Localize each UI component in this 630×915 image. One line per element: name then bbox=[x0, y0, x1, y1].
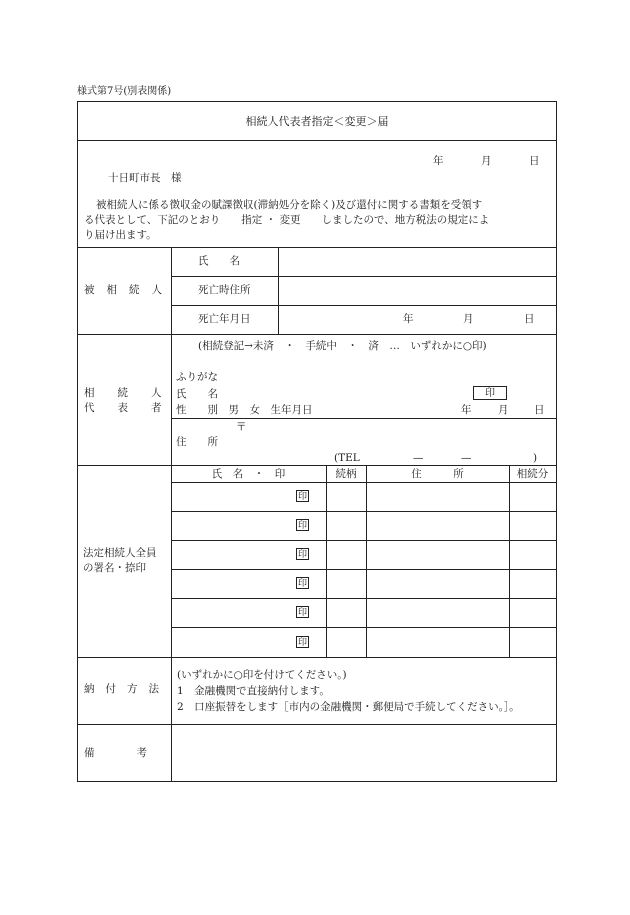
tel-open: (TEL bbox=[334, 452, 360, 464]
notification-form bbox=[77, 101, 557, 782]
date-month-label: 月 bbox=[481, 155, 492, 167]
form-number: 様式第7号(別表関係) bbox=[77, 86, 172, 97]
rule bbox=[326, 465, 327, 657]
death-year-label: 年 bbox=[403, 313, 414, 325]
heir-seal-mark: 印 bbox=[297, 492, 307, 502]
rule bbox=[78, 334, 556, 335]
rule bbox=[171, 540, 556, 541]
registration-status: (相続登記→未済 ・ 手続中 ・ 済 … いずれかに○印) bbox=[198, 340, 487, 352]
representative-header-1: 相続人 bbox=[84, 387, 185, 399]
heir-seal-mark: 印 bbox=[297, 579, 307, 589]
tel-close: ) bbox=[533, 452, 538, 464]
payment-header: 納付方法 bbox=[84, 683, 170, 695]
heirs-col-address: 住 所 bbox=[411, 468, 464, 480]
date-year-label: 年 bbox=[433, 155, 444, 167]
rule bbox=[278, 247, 279, 334]
decedent-death-date-label: 死亡年月日 bbox=[198, 313, 251, 325]
date-day-label: 日 bbox=[529, 155, 540, 167]
rule bbox=[366, 465, 367, 657]
heirs-col-name: 氏 名 ・ 印 bbox=[211, 468, 286, 480]
rule bbox=[78, 140, 556, 141]
rule bbox=[171, 482, 556, 483]
heirs-col-relation: 続柄 bbox=[335, 468, 357, 480]
heirs-col-share: 相続分 bbox=[516, 468, 549, 480]
heir-seal-mark: 印 bbox=[297, 608, 307, 618]
rule bbox=[78, 657, 556, 658]
rule bbox=[171, 511, 556, 512]
decedent-address-label: 死亡時住所 bbox=[198, 284, 251, 296]
rule bbox=[171, 598, 556, 599]
rule bbox=[171, 569, 556, 570]
heir-seal-mark: 印 bbox=[297, 550, 307, 560]
heir-seal-mark: 印 bbox=[297, 521, 307, 531]
intro-line-3: り届け出ます。 bbox=[84, 229, 157, 241]
death-day-label: 日 bbox=[524, 313, 535, 325]
rule bbox=[78, 247, 556, 248]
rule bbox=[171, 305, 556, 306]
decedent-name-label: 氏 名 bbox=[198, 255, 240, 267]
rule bbox=[171, 276, 556, 277]
form-title: 相続人代表者指定＜変更＞届 bbox=[245, 115, 389, 128]
birth-day-label: 日 bbox=[534, 404, 545, 416]
heir-seal-mark: 印 bbox=[297, 638, 307, 648]
birth-month-label: 月 bbox=[498, 404, 509, 416]
tel-dash-2: — bbox=[461, 452, 472, 464]
intro-line-1: 被相続人に係る徴収金の賦課徴収(滞納処分を除く)及び還付に関する書類を受領す bbox=[96, 199, 483, 211]
rule bbox=[171, 418, 556, 419]
rep-address-label: 住 所 bbox=[176, 436, 218, 448]
rule bbox=[78, 724, 556, 725]
payment-note: (いずれかに○印を付けてください。) bbox=[177, 669, 347, 681]
rule bbox=[171, 247, 172, 781]
payment-option-1: 1 金融機関で直接納付します。 bbox=[177, 685, 330, 697]
heirs-header-1: 法定相続人全員 bbox=[83, 547, 157, 559]
rep-seal-mark: 印 bbox=[473, 386, 507, 400]
decedent-header: 被相続人 bbox=[84, 284, 174, 296]
rep-name-label: 氏 名 bbox=[176, 388, 218, 400]
intro-line-2: る代表として、下記のとおり 指定 ・ 変更 しましたので、地方税法の規定によ bbox=[84, 214, 490, 226]
remarks-header: 備 考 bbox=[84, 747, 147, 759]
rule bbox=[78, 465, 556, 466]
representative-header-2: 代表者 bbox=[84, 402, 185, 414]
rule bbox=[171, 627, 556, 628]
gender-birthdate-line: 性 別 男 女 生年月日 bbox=[176, 404, 313, 416]
heirs-header-2: の署名・捺印 bbox=[83, 562, 146, 574]
tel-dash-1: — bbox=[413, 452, 424, 464]
postal-mark: 〒 bbox=[236, 421, 247, 433]
death-month-label: 月 bbox=[463, 313, 474, 325]
birth-year-label: 年 bbox=[461, 404, 472, 416]
rule bbox=[509, 465, 510, 657]
payment-option-2: 2 口座振替をします［市内の金融機関・郵便局で手続してください。］。 bbox=[177, 701, 520, 713]
furigana-label: ふりがな bbox=[176, 371, 218, 383]
addressee: 十日町市長 様 bbox=[108, 172, 182, 184]
